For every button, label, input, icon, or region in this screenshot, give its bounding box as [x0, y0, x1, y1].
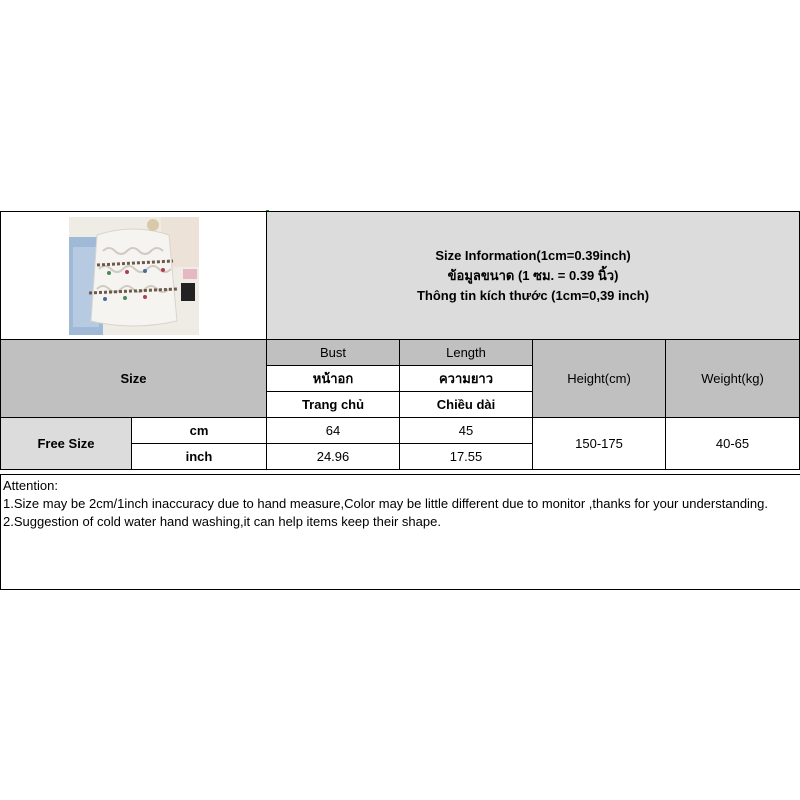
height-header: Height(cm) [533, 340, 666, 418]
bust-cm-value: 64 [267, 418, 400, 444]
length-header-en: Length [400, 340, 533, 366]
bust-header-th: หน้าอก [267, 366, 400, 392]
length-inch-value: 17.55 [400, 444, 533, 470]
product-photo-cell [1, 212, 267, 340]
bust-header-vi: Trang chủ [267, 392, 400, 418]
height-value: 150-175 [533, 418, 666, 470]
size-table [0, 211, 800, 470]
size-column-title: Size [1, 340, 267, 418]
bust-header-en: Bust [267, 340, 400, 366]
weight-header: Weight(kg) [666, 340, 800, 418]
size-info-header [267, 212, 800, 340]
attention-heading: Attention: [3, 478, 58, 493]
length-header-th: ความยาว [400, 366, 533, 392]
unit-cm: cm [132, 418, 267, 444]
size-name: Free Size [1, 418, 132, 470]
size-info-english: Size Information(1cm=0.39inch) [435, 247, 631, 263]
size-info-vietnamese: Thông tin kích thước (1cm=0,39 inch) [416, 287, 650, 303]
size-chart [0, 211, 800, 470]
bust-inch-value: 24.96 [267, 444, 400, 470]
length-cm-value: 45 [400, 418, 533, 444]
attention-note-2: 2.Suggestion of cold water hand washing,it can help items keep their shape. [3, 514, 441, 529]
attention-note-1: 1.Size may be 2cm/1inch inaccuracy due to hand measure,Color may be little different due to monitor ,thanks for your understanding. [3, 496, 769, 511]
size-info-thai: ข้อมูลขนาด (1 ซม. = 0.39 นิ้ว) [447, 267, 619, 283]
unit-inch: inch [132, 444, 267, 470]
attention-notes [0, 474, 800, 590]
product-photo [69, 217, 199, 335]
length-header-vi: Chiều dài [400, 392, 533, 418]
weight-value: 40-65 [666, 418, 800, 470]
